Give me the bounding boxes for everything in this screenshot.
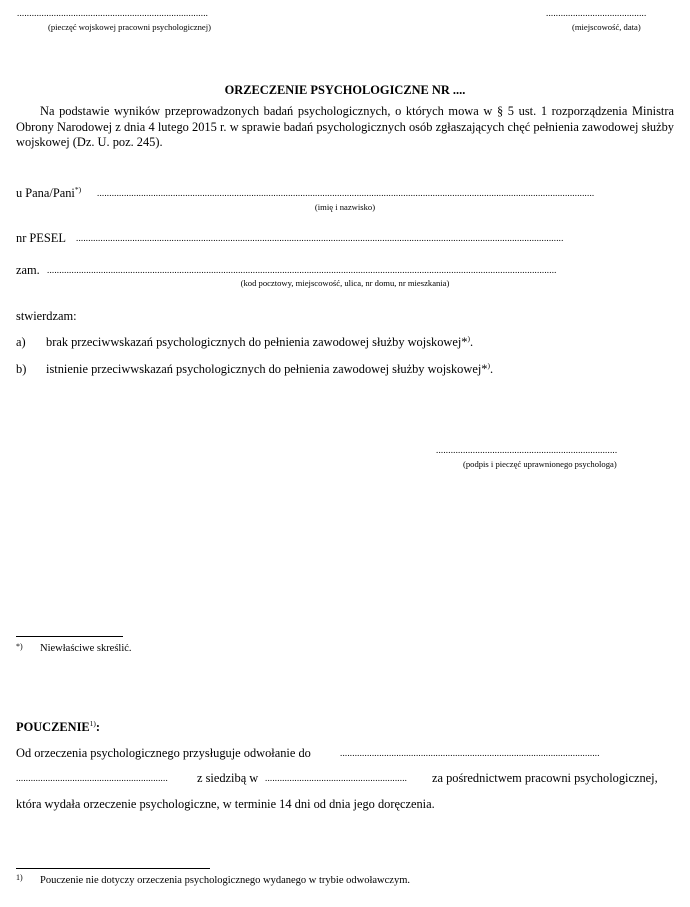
address-dots: ................................................................................................................................................................................................................ bbox=[47, 265, 557, 275]
option-b-text bbox=[46, 362, 493, 377]
option-b-marker: b) bbox=[16, 362, 27, 376]
notice-heading-mark: 1) bbox=[89, 718, 96, 728]
signature-caption: (podpis i pieczęć uprawnionego psychologa) bbox=[463, 459, 617, 469]
signature-dots: .......................................................................... bbox=[436, 445, 618, 455]
footnote-2-mark-sup: 1) bbox=[16, 873, 23, 883]
name-footnote-mark: *) bbox=[74, 184, 82, 194]
notice-appeal-dots: .......................................................................................................... bbox=[340, 748, 600, 758]
name-caption: (imię i nazwisko) bbox=[314, 202, 376, 212]
notice-heading-colon: : bbox=[95, 720, 101, 734]
footnote-mark bbox=[16, 642, 23, 655]
footnote-separator bbox=[16, 636, 123, 637]
place-date-dots: ......................................... bbox=[546, 8, 647, 18]
footnote-2-separator bbox=[16, 868, 210, 869]
option-b-end: . bbox=[489, 362, 494, 376]
footnote-2-text: Pouczenie nie dotyczy orzeczenia psychologicznego wydanego w trybie odwoławczym. bbox=[40, 875, 410, 886]
place-date-caption: (miejscowość, data) bbox=[572, 22, 641, 32]
notice-body-dots: .............................................................. bbox=[16, 773, 168, 783]
notice-line-2-end: za pośrednictwem pracowni psychologicznej, bbox=[432, 771, 658, 785]
notice-line-3: która wydała orzeczenie psychologiczne, w terminie 14 dni od dnia jego doręczenia. bbox=[16, 797, 435, 811]
footnote-text: Niewłaściwe skreślić. bbox=[40, 643, 132, 654]
notice-heading bbox=[16, 720, 100, 735]
notice-line-1: Od orzeczenia psychologicznego przysługuje odwołanie do bbox=[16, 746, 311, 760]
document-title: ORZECZENIE PSYCHOLOGICZNE NR .... bbox=[224, 83, 466, 97]
stamp-dots: .............................................................................. bbox=[17, 8, 209, 18]
intro-paragraph: Na podstawie wyników przeprowadzonych badań psychologicznych, o których mowa w § 5 ust. 1 rozporządzenia Ministra Obrony Narodowej z dnia 4 lutego 2015 r. w sprawie badań psychologicznych osób zgłaszających chęć pełnienia zawodowej służby wojskowej (Dz. U. poz. 245). bbox=[16, 104, 674, 150]
statement-intro: stwierdzam: bbox=[16, 309, 77, 323]
name-dots: ........................................................................................................................................................................................................... bbox=[97, 188, 595, 198]
option-a-mark: ) bbox=[467, 333, 470, 343]
pesel-dots: ....................................................................................................................................................................................................... bbox=[76, 233, 564, 243]
pesel-label: nr PESEL bbox=[16, 231, 66, 245]
option-a-marker: a) bbox=[16, 335, 26, 349]
notice-heading-text: POUCZENIE bbox=[16, 720, 90, 734]
address-label: zam. bbox=[16, 263, 40, 277]
option-b-mark: ) bbox=[487, 360, 490, 370]
name-field-row bbox=[16, 186, 81, 201]
notice-seat-label: z siedzibą w bbox=[197, 771, 259, 785]
footnote-mark-sup: *) bbox=[16, 642, 23, 652]
address-caption: (kod pocztowy, miejscowość, ulica, nr domu, nr mieszkania) bbox=[240, 278, 450, 288]
footnote-2-mark bbox=[16, 873, 23, 886]
stamp-caption: (pieczęć wojskowej pracowni psychologicznej) bbox=[48, 22, 211, 32]
notice-seat-dots: .......................................................... bbox=[265, 773, 408, 783]
option-b-label: istnienie przeciwwskazań psychologicznych do pełnienia zawodowej służby wojskowej* bbox=[46, 362, 488, 376]
name-label: u Pana/Pani bbox=[16, 186, 75, 200]
option-a-end: . bbox=[470, 335, 474, 349]
option-a-text bbox=[46, 335, 473, 350]
option-a-label: brak przeciwwskazań psychologicznych do pełnienia zawodowej służby wojskowej* bbox=[46, 335, 468, 349]
